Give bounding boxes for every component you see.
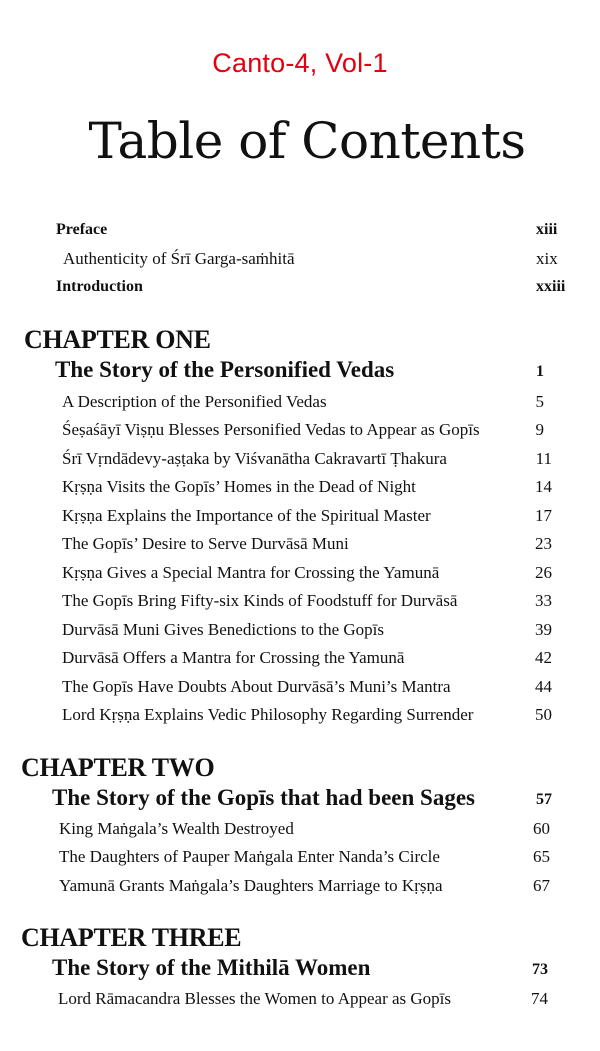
toc-entry-title: The Daughters of Pauper Maṅgala Enter Nanda’s Circle <box>59 847 440 866</box>
toc-entry-title: Kṛṣṇa Explains the Importance of the Spiritual Master <box>62 506 431 525</box>
toc-row-preface <box>0 221 600 251</box>
toc-page-number: 9 <box>535 420 544 439</box>
toc-entry <box>0 477 600 507</box>
toc-entry <box>0 392 600 422</box>
toc-entry <box>0 563 600 593</box>
toc-entry-title: Authenticity of Śrī Garga-saṁhitā <box>63 249 295 268</box>
toc-page-number: 74 <box>531 989 548 1008</box>
toc-entry-title: Kṛṣṇa Visits the Gopīs’ Homes in the Dead of Night <box>62 477 416 496</box>
toc-entry-title: Introduction <box>56 278 143 295</box>
chapter-title-row <box>0 357 600 387</box>
canto-label: Canto-4, Vol-1 <box>212 48 388 78</box>
chapter-title-row <box>0 785 600 815</box>
toc-entry-title: King Maṅgala’s Wealth Destroyed <box>59 819 294 838</box>
toc-page-number: 65 <box>533 847 550 866</box>
toc-page-number: 50 <box>535 705 552 724</box>
toc-page-number: xix <box>536 249 558 268</box>
toc-page-number: xxiii <box>536 278 566 295</box>
toc-page-number: 44 <box>535 677 552 696</box>
toc-page-number: xiii <box>536 221 558 238</box>
toc-entry <box>0 591 600 621</box>
toc-entry <box>0 449 600 479</box>
toc-page-number: 11 <box>535 449 552 468</box>
toc-entry <box>0 420 600 450</box>
toc-page-number: 14 <box>535 477 552 496</box>
toc-entry <box>0 506 600 536</box>
toc-page-number: 23 <box>535 534 552 553</box>
toc-entry <box>0 819 600 849</box>
chapter-title: The Story of the Gopīs that had been Sages <box>52 785 475 810</box>
toc-entry-title: Preface <box>56 221 108 238</box>
toc-entry <box>0 677 600 707</box>
toc-entry-title: Lord Rāmacandra Blesses the Women to Appear as Gopīs <box>58 989 452 1008</box>
toc-entry <box>0 534 600 564</box>
toc-entry-title: The Gopīs Have Doubts About Durvāsā’s Muni’s Mantra <box>62 677 451 696</box>
page-title: Table of Contents <box>88 112 526 170</box>
toc-entry-title: Kṛṣṇa Gives a Special Mantra for Crossing the Yamunā <box>62 563 440 582</box>
chapter-page-number: 57 <box>536 791 552 808</box>
toc-page-number: 67 <box>533 876 550 895</box>
toc-entry <box>0 620 600 650</box>
chapter-title: The Story of the Mithilā Women <box>52 955 371 980</box>
toc-page-number: 39 <box>535 620 552 639</box>
toc-entry <box>0 705 600 735</box>
toc-entry <box>0 989 600 1019</box>
toc-entry-title: Yamunā Grants Maṅgala’s Daughters Marriage to Kṛṣṇa <box>59 876 443 895</box>
toc-page-number: 5 <box>535 392 544 411</box>
chapter-page-number: 73 <box>532 961 548 978</box>
toc-page-number: 17 <box>535 506 552 525</box>
toc-entry <box>0 847 600 877</box>
toc-entry-title: Śeṣaśāyī Viṣṇu Blesses Personified Vedas to Appear as Gopīs <box>62 420 480 439</box>
toc-page-number: 33 <box>535 591 552 610</box>
toc-entry-title: The Gopīs Bring Fifty-six Kinds of Foodstuff for Durvāsā <box>62 591 458 610</box>
toc-row-introduction <box>0 278 600 308</box>
toc-row-authenticity <box>0 249 600 279</box>
toc-entry <box>0 648 600 678</box>
chapter-heading: CHAPTER ONE <box>24 325 211 354</box>
chapter-heading: CHAPTER TWO <box>21 753 215 782</box>
toc-entry-title: Śrī Vṛndādevy-aṣṭaka by Viśvanātha Cakravartī Ṭhakura <box>62 449 447 468</box>
toc-entry-title: A Description of the Personified Vedas <box>62 392 327 411</box>
toc-page-number: 60 <box>533 819 550 838</box>
toc-entry-title: The Gopīs’ Desire to Serve Durvāsā Muni <box>62 534 349 553</box>
toc-entry-title: Durvāsā Offers a Mantra for Crossing the Yamunā <box>62 648 405 667</box>
chapter-heading: CHAPTER THREE <box>21 923 242 952</box>
chapter-page-number: 1 <box>536 363 544 380</box>
toc-page-number: 26 <box>535 563 552 582</box>
toc-page-number: 42 <box>535 648 552 667</box>
toc-entry-title: Durvāsā Muni Gives Benedictions to the Gopīs <box>62 620 385 639</box>
toc-entry <box>0 876 600 906</box>
toc-entry-title: Lord Kṛṣṇa Explains Vedic Philosophy Regarding Surrender <box>62 705 474 724</box>
chapter-title: The Story of the Personified Vedas <box>55 357 395 382</box>
chapter-title-row <box>0 955 600 985</box>
